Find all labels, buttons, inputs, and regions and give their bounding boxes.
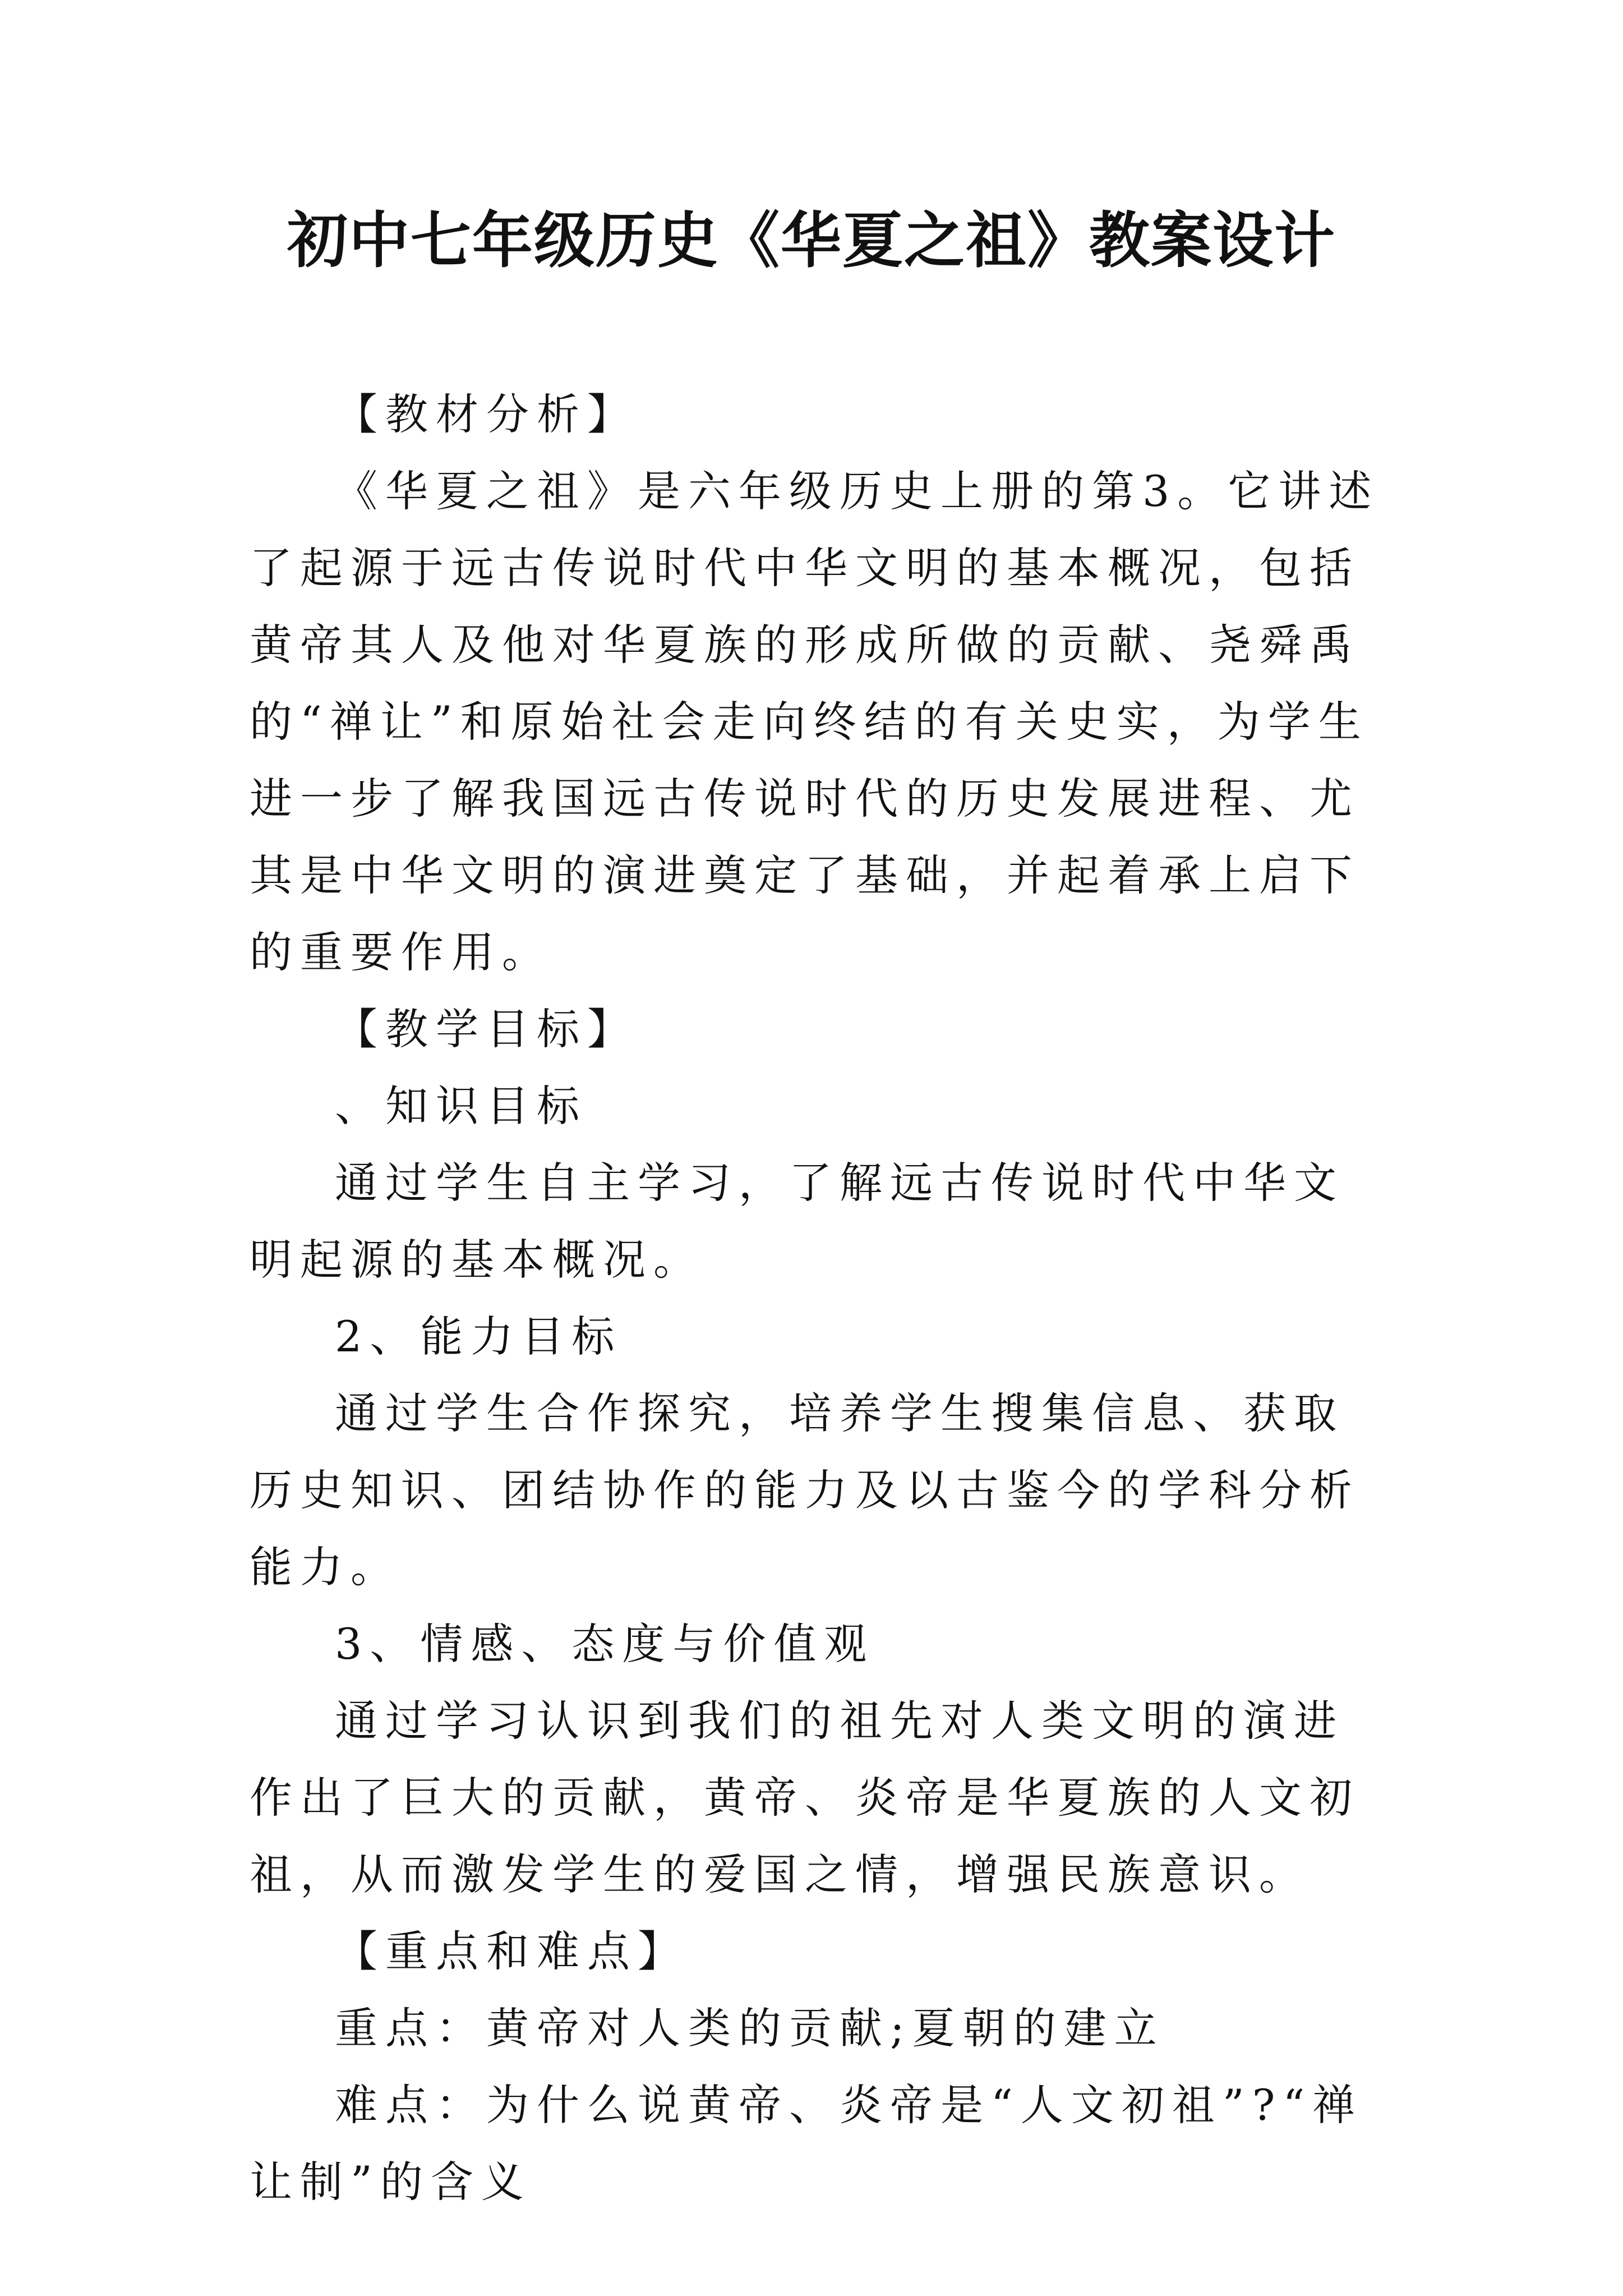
knowledge-goal-heading: 、知识目标 xyxy=(335,1081,587,1131)
section-heading-textbook-analysis: 【教材分析】 xyxy=(335,389,638,439)
document-body xyxy=(250,376,1388,2220)
document-title: 初中七年级历史《华夏之祖》教案设计 xyxy=(287,206,1336,276)
ability-goal-paragraph: 通过学生合作探究，培养学生搜集信息、获取历史知识、团结协作的能力及以古鉴今的学科分析能力。 xyxy=(250,1388,1360,1592)
textbook-analysis-paragraph: 《华夏之祖》是六年级历史上册的第3。它讲述了起源于远古传说时代中华文明的基本概况，包括黄帝其人及他对华夏族的形成所做的贡献、尧舜禹的“禅让”和原始社会走向终结的有关史实，为学生进一步了解我国远古传说时代的历史发展进程、尤其是中华文明的演进奠定了基础，并起着承上启下的重要作用。 xyxy=(250,466,1380,977)
section-heading-teaching-goals: 【教学目标】 xyxy=(335,1004,638,1054)
emotion-goal-heading: 3、情感、态度与价值观 xyxy=(335,1619,875,1669)
ability-goal-heading: 2、能力目标 xyxy=(335,1312,623,1361)
emotion-goal-paragraph: 通过学习认识到我们的祖先对人类文明的演进作出了巨大的贡献，黄帝、炎帝是华夏族的人文初祖，从而激发学生的爱国之情，增强民族意识。 xyxy=(250,1696,1360,1899)
knowledge-goal-paragraph: 通过学生自主学习，了解远古传说时代中华文明起源的基本概况。 xyxy=(250,1158,1344,1285)
difficulty-paragraph: 难点：为什么说黄帝、炎帝是“人文初祖”?“禅让制”的含义 xyxy=(250,2080,1363,2207)
key-point-paragraph: 重点：黄帝对人类的贡献;夏朝的建立 xyxy=(335,2003,1165,2053)
section-heading-key-points: 【重点和难点】 xyxy=(335,1926,688,1976)
